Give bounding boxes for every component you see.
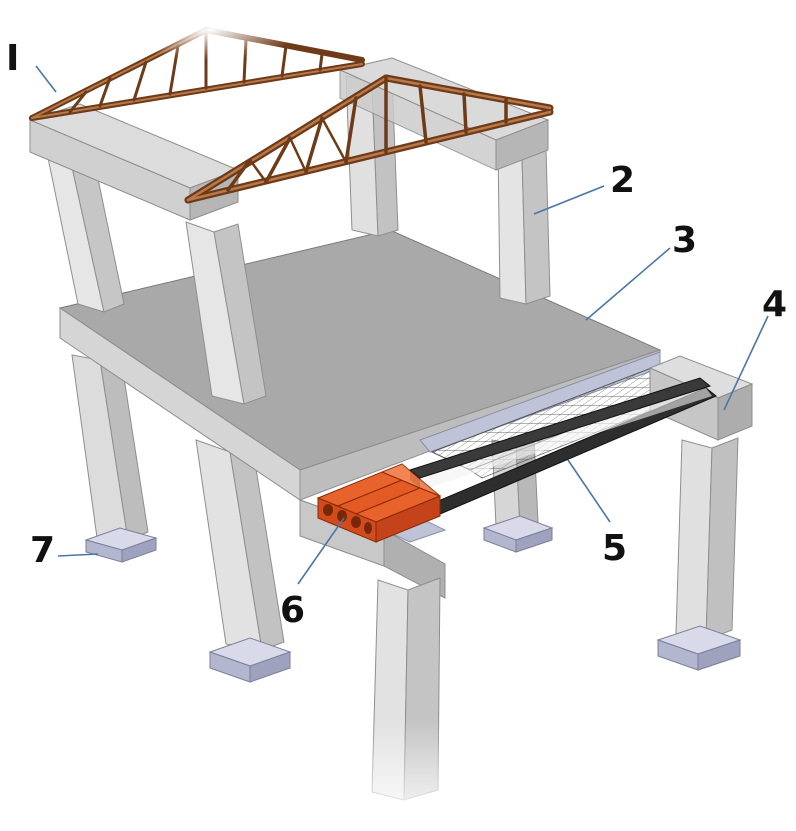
callout-2: 2	[610, 160, 636, 201]
callout-5: 5	[602, 528, 628, 569]
callout-4: 4	[762, 284, 788, 325]
floor-slab	[60, 230, 660, 500]
leader-7	[58, 554, 98, 556]
upper-column-right	[498, 148, 550, 304]
leader-5	[568, 460, 610, 522]
column-footing-rear	[484, 516, 552, 552]
callout-3: 3	[672, 220, 698, 261]
lower-column-right	[676, 438, 738, 640]
callout-6: 6	[280, 590, 306, 631]
front-column	[360, 578, 460, 831]
column-footing-right	[658, 626, 740, 670]
callout-1: I	[6, 38, 20, 79]
leader-3	[586, 248, 670, 320]
callout-7: 7	[30, 530, 56, 571]
leader-1	[36, 66, 56, 92]
